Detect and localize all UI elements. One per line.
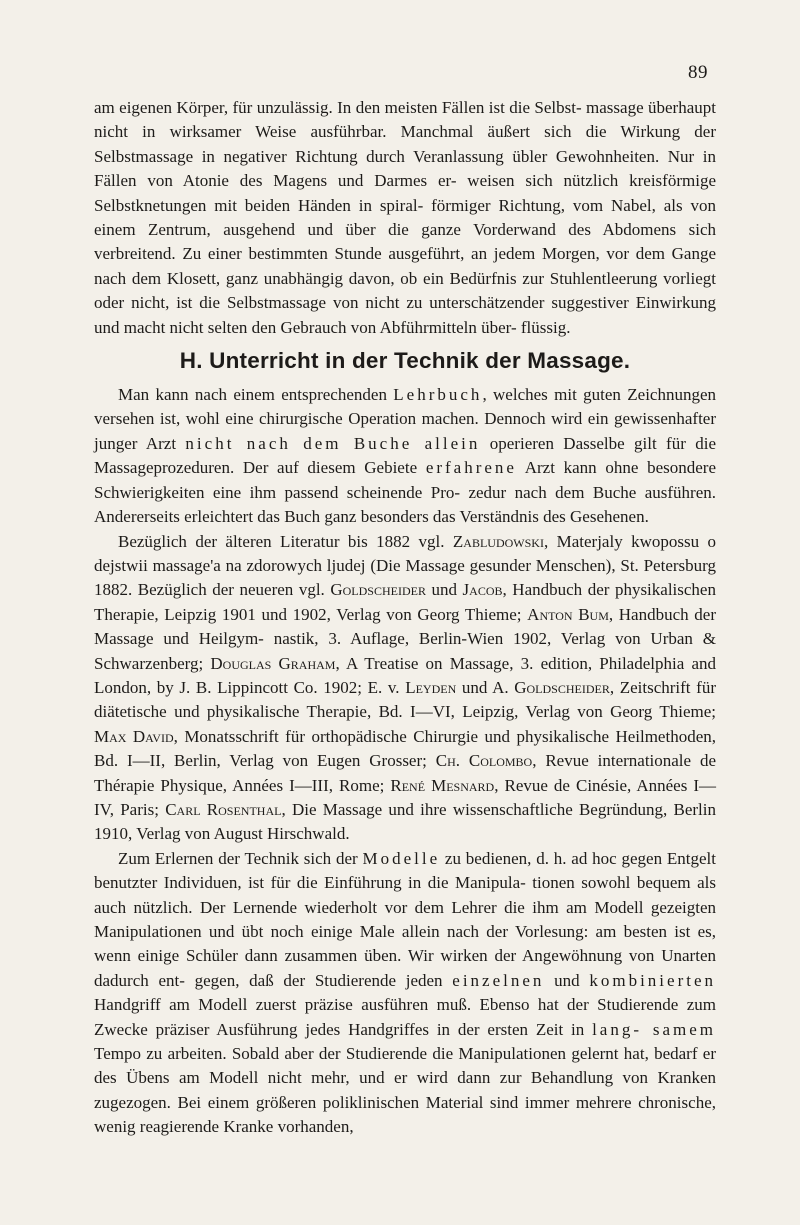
spaced-emphasis: erfahrene [425,458,517,478]
author-name: Anton Bum [527,604,609,624]
spaced-emphasis: Modelle [362,848,441,868]
body-text [94,96,716,1140]
paragraph-literature: Bezüglich der älteren Literatur bis 1882 vgl. Zabludowski, Materjaly kwopossu o dejstwii massage'a na zdorowych ljudej (Die Massage gesunder Menschen), St. Petersburg 1882. Bezüglich der neueren vgl. Goldscheider und Jacob, Handbuch der physikalischen Therapie, Leipzig 1901 und 1902, Verlag von Georg Thieme; Anton Bum, Handbuch der Massage und Heilgym- nastik, 3. Auflage, Berlin-Wien 1902, Verlag von Urban & Schwarzenberg; Douglas Graham, A Treatise on Massage, 3. edition, Philadelphia and London, by J. B. Lippincott Co. 1902; E. v. Leyden und A. Goldscheider, Zeitschrift für diätetische und physikalische Therapie, Bd. I—VI, Leipzig, Verlag von Georg Thieme; Max David, Monatsschrift für orthopädische Chirurgie und physikalische Heilmethoden, Bd. I—II, Berlin, Verlag von Eugen Grosser; Ch. Colombo, Revue internationale de Thérapie Physique, Années I—III, Rome; René Mesnard, Revue de Cinésie, Années I—IV, Paris; Carl Rosenthal, Die Massage und ihre wissenschaftliche Begründung, Berlin 1910, Verlag von August Hirschwald. [94,531,717,844]
author-name: Carl Rosenthal [165,799,282,819]
spaced-emphasis: einzelnen [452,970,545,990]
author-name: Jacob [462,580,503,600]
author-name: Goldscheider [514,677,610,697]
author-name: Leyden [405,677,457,697]
section-heading: H. Unterricht in der Technik der Massage. [179,348,631,374]
spaced-emphasis: lang- samem [592,1019,716,1039]
author-name: Ch. Colombo [435,751,533,771]
spaced-emphasis: nicht nach dem Buche allein [185,433,481,453]
paragraph-self-massage: am eigenen Körper, für unzulässig. In den meisten Fällen ist die Selbst- massage überhaupt nicht in wirksamer Weise ausführbar. Manchmal äußert sich die Wirkung der Selbstmassage in negativer Richtung durch Veranlassung übler Gewohnheiten. Nur in Fällen von Atonie des Magens und Darmes er- weisen sich nützlich kreisförmige Selbstknetungen mit beiden Händen in spiral- förmiger Richtung, vom Nabel, als von einem Zentrum, ausgehend und über die ganze Vorderwand des Abdomens sich verbreitend. Zu einer bestimmten Stunde ausgeführt, an jedem Morgen, vor dem Gange nach dem Klosett, ganz unabhängig davon, ob ein Bedürfnis zur Stuhlentleerung vorliegt oder nicht, ist die Selbstmassage von nicht zu unterschätzender suggestiver Einwirkung und macht nicht selten den Gebrauch von Abführmitteln über- flüssig. [94,98,716,337]
author-name: Goldscheider [330,580,426,600]
spaced-emphasis: kombinierten [589,970,717,990]
page-number: 89 [688,62,708,83]
author-name: Max David [94,726,174,746]
spaced-emphasis: Lehrbuch [393,385,483,405]
paragraph-textbook: Man kann nach einem entsprechenden Lehrbuch, welches mit guten Zeichnungen versehen ist, wohl eine chirurgische Operation machen. Dennoch wird ein gewissenhafter junger Arzt nicht nach dem Buche allein operieren Dasselbe gilt für die Massageprozeduren. Der auf diesem Gebiete erfahrene Arzt kann ohne besondere Schwierigkeiten eine ihm passend scheinende Pro- zedur nach dem Buche ausführen. Andererseits erleichtert das Buch ganz besonders das Verständnis des Gesehenen. [94,385,717,527]
author-name: Zabludowski [452,531,544,551]
paragraph-models: Zum Erlernen der Technik sich der Modelle zu bedienen, d. h. ad hoc gegen Entgelt benutzter Individuen, ist für die Einführung in die Manipula- tionen sowohl bequem als auch nützlich. Der Lernende wiederholt vor dem Lehrer die ihm am Modell gezeigten Manipulationen und übt noch einige Male allein nach der Vorlesung: am besten ist es, wenn einige Schüler dann zusammen üben. Wir wirken der Angewöhnung von Unarten dadurch ent- gegen, daß der Studierende jeden einzelnen und kombinierten Handgriff am Modell zuerst präzise ausführen muß. Ebenso hat der Studierende zum Zwecke präziser Ausführung jedes Handgriffes in der ersten Zeit in lang- samem Tempo zu arbeiten. Sobald aber der Studierende die Manipulationen gelernt hat, bedarf er des Übens am Modell nicht mehr, und er wird dann zur Behandlung von Kranken zugezogen. Bei einem größeren poliklinischen Material sind immer mehrere chronische, wenig reagierende Kranke vorhanden, [94,848,717,1137]
author-name: Douglas Graham [210,653,336,673]
author-name: René Mesnard [390,775,495,795]
